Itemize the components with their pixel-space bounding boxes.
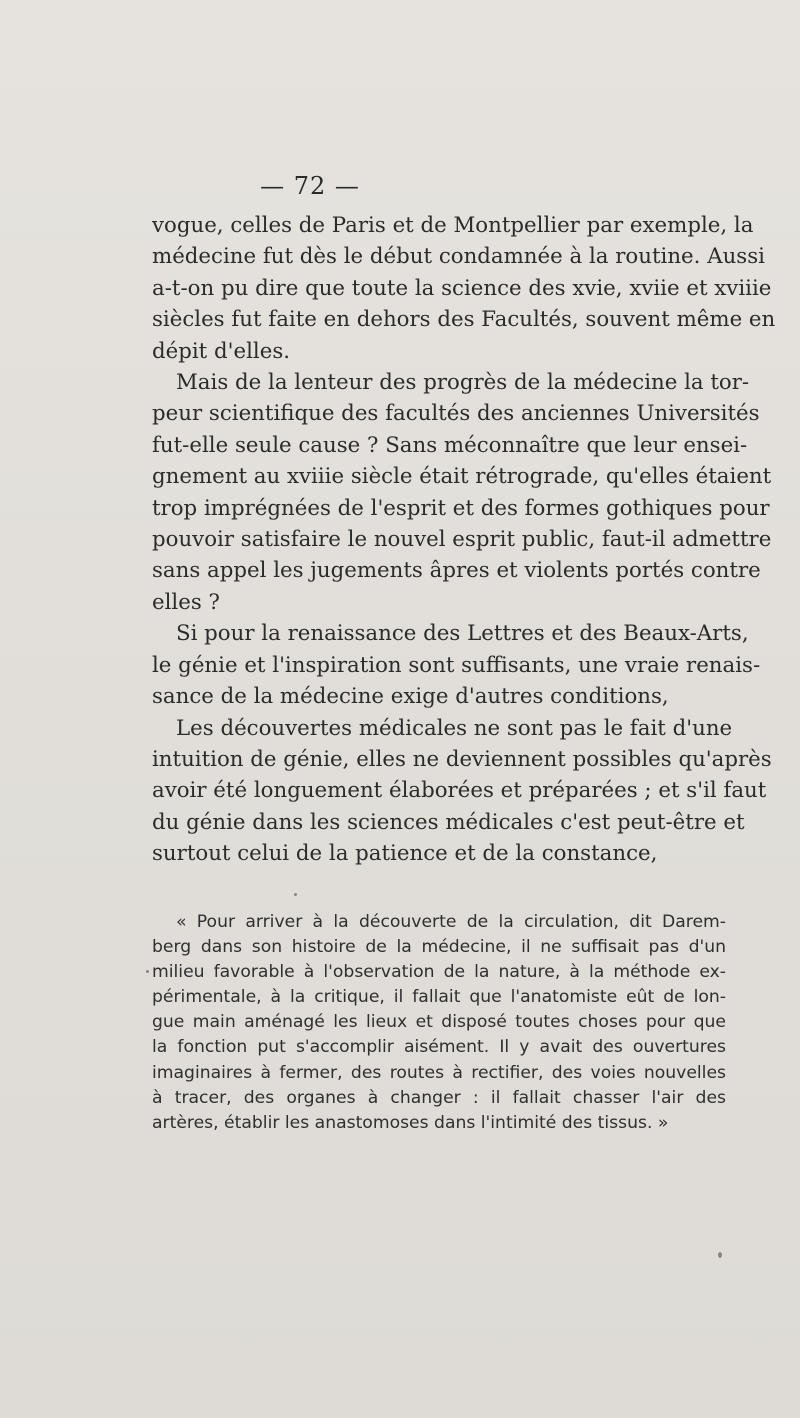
text-line: a-t-on pu dire que toute la science des xvie, xviie et xviiie [152, 275, 772, 301]
text-line: avoir été longuement élaborées et préparées ; et s'il faut [152, 778, 767, 804]
text-line: sance de la médecine exige d'autres conditions, [152, 684, 669, 710]
text-line: gnement au xviiie siècle était rétrograde, qu'elles étaient [152, 464, 772, 490]
quote-line: à tracer, des organes à changer : il fallait chasser l'air des [152, 1087, 726, 1108]
text-line: Si pour la renaissance des Lettres et des Beaux-Arts, [176, 621, 749, 647]
ink-speck [718, 1252, 722, 1258]
footnote-quote [152, 910, 726, 1136]
text-line: médecine fut dès le début condamnée à la routine. Aussi [152, 244, 765, 270]
text-line: dépit d'elles. [152, 338, 291, 364]
text-line: surtout celui de la patience et de la constance, [152, 841, 658, 867]
text-line: trop imprégnées de l'esprit et des formes gothiques pour [152, 495, 770, 521]
quote-line: « Pour arriver à la découverte de la circulation, dit Darem- [176, 912, 726, 932]
page-number: — 72 — [260, 172, 360, 200]
quote-line: imaginaires à fermer, des routes à rectifier, des voies nouvelles [152, 1062, 726, 1083]
text-line: siècles fut faite en dehors des Facultés, souvent même en [152, 307, 776, 333]
text-line: fut-elle seule cause ? Sans méconnaître que leur ensei- [152, 432, 748, 458]
quote-line: périmentale, à la critique, il fallait que l'anatomiste eût de lon- [152, 987, 726, 1008]
text-line: elles ? [152, 589, 220, 615]
text-line: Mais de la lenteur des progrès de la médecine la tor- [176, 370, 750, 396]
text-line: Les découvertes médicales ne sont pas le fait d'une [176, 715, 733, 741]
quote-line: gue main aménagé les lieux et disposé toutes choses pour que [152, 1012, 726, 1033]
text-line: intuition de génie, elles ne deviennent possibles qu'après [152, 746, 772, 772]
main-text [152, 210, 776, 870]
ink-speck [294, 893, 297, 896]
ink-speck [146, 970, 149, 973]
quote-line: milieu favorable à l'observation de la nature, à la méthode ex- [152, 962, 726, 983]
text-line: le génie et l'inspiration sont suffisants, une vraie renais- [152, 652, 761, 678]
text-line: du génie dans les sciences médicales c'est peut-être et [152, 809, 745, 835]
text-line: peur scientifique des facultés des anciennes Universités [152, 401, 760, 427]
quote-line: la fonction put s'accomplir aisément. Il y avait des ouvertures [152, 1037, 726, 1058]
quote-line: artères, établir les anastomoses dans l'intimité des tissus. » [152, 1112, 669, 1133]
text-line: vogue, celles de Paris et de Montpellier par exemple, la [152, 213, 754, 238]
quote-line: berg dans son histoire de la médecine, il ne suffisait pas d'un [152, 937, 726, 958]
text-line: sans appel les jugements âpres et violents portés contre [152, 558, 761, 584]
text-line: pouvoir satisfaire le nouvel esprit public, faut-il admettre [152, 527, 772, 553]
